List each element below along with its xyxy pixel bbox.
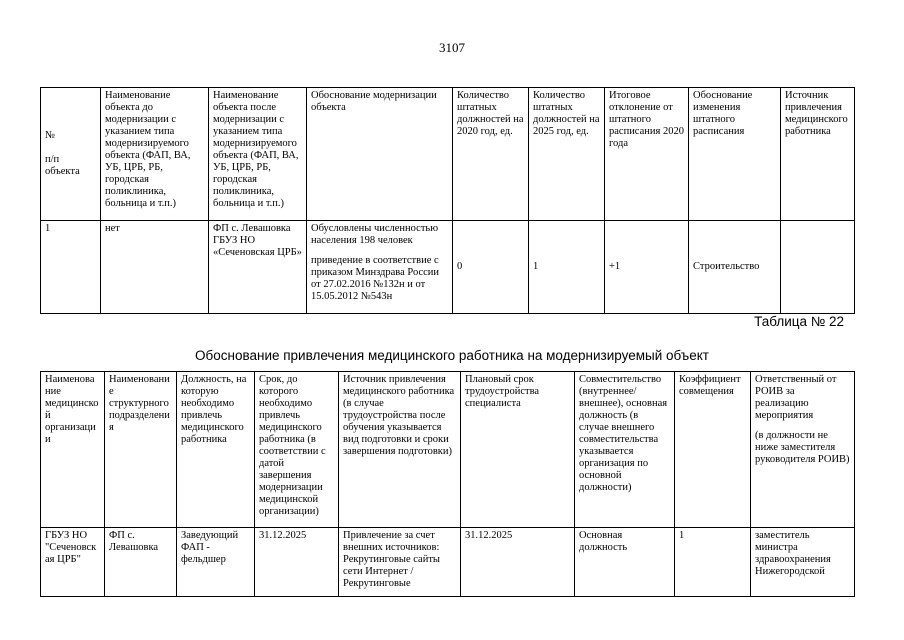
- table2-header-responsible: [751, 372, 855, 528]
- table2-header-position: Должность, на которую необходимо привлечь медицинского работника: [177, 372, 255, 528]
- modernization-table: [40, 87, 855, 314]
- row-justification-order: приведение в соответствие с приказом Минздрава России от 27.02.2016 №132н и от 15.05.2012 №543н: [311, 255, 440, 302]
- row-change-reason: Строительство: [689, 221, 781, 314]
- table1-header-after: Наименование объекта после модернизации с указанием типа модернизируемого объекта (ФАП, ВА, УБ, ЦРБ, РБ, городская поликлиника, больница и т.п.): [209, 88, 307, 221]
- row2-responsible: заместитель министра здравоохранения Нижегородской: [751, 528, 855, 597]
- table1-header-source: Источник привлечения медицинского работника: [781, 88, 855, 221]
- table2-header-planned: Плановый срок трудоустройства специалиста: [461, 372, 575, 528]
- staff-attraction-table: [40, 371, 855, 597]
- table1-header-change-reason: Обоснование изменения штатного расписания: [689, 88, 781, 221]
- table1-header-row: [41, 88, 855, 221]
- table-row: [41, 221, 855, 314]
- row2-deadline: 31.12.2025: [255, 528, 339, 597]
- row2-position: Заведующий ФАП - фельдшер: [177, 528, 255, 597]
- table2-header-source: Источник привлечения медицинского работника (в случае трудоустройства после обучения указывается вид подготовки и сроки завершения подготовки): [339, 372, 461, 528]
- row-staff-2025: 1: [529, 221, 605, 314]
- row-num: 1: [41, 221, 101, 314]
- row-before: нет: [101, 221, 209, 314]
- table-caption: Таблица № 22: [754, 314, 844, 329]
- table1-header-staff-2020: Количество штатных должностей на 2020 год, ед.: [453, 88, 529, 221]
- row-justification: [307, 221, 453, 314]
- row2-unit: ФП с. Левашовка: [105, 528, 177, 597]
- row-after: ФП с. Левашовка ГБУЗ НО «Сеченовская ЦРБ»: [209, 221, 307, 314]
- table1-header-justification: Обоснование модернизации объекта: [307, 88, 453, 221]
- table2-header-deadline: Срок, до которого необходимо привлечь медицинского работника (в соответствии с датой завершения модернизации медицинской организации): [255, 372, 339, 528]
- table1-header-num: № п/п объекта: [41, 88, 101, 221]
- row2-source: Привлечение за счет внешних источников: Рекрутинговые сайты сети Интернет / Рекрутинговые: [339, 528, 461, 597]
- row2-planned: 31.12.2025: [461, 528, 575, 597]
- row-staff-2020: 0: [453, 221, 529, 314]
- table1-header-deviation: Итоговое отклонение от штатного расписания 2020 года: [605, 88, 689, 221]
- table2-header-org: Наименование медицинской организации: [41, 372, 105, 528]
- table2-header-responsible-note: (в должности не ниже заместителя руководителя РОИВ): [755, 430, 850, 465]
- row2-org: ГБУЗ НО "Сеченовская ЦРБ": [41, 528, 105, 597]
- table2-header-responsible-title: Ответственный от РОИВ за реализацию мероприятия: [755, 374, 837, 421]
- table1-header-before: Наименование объекта до модернизации с указанием типа модернизируемого объекта (ФАП, ВА, УБ, ЦРБ, РБ, городская поликлиника, больница и т.п.): [101, 88, 209, 221]
- table2-header-row: [41, 372, 855, 528]
- table2-header-combination: Совместительство (внутреннее/внешнее), основная должность (в случае внешнего совместительства указывается организация по основной должности): [575, 372, 675, 528]
- table1-header-staff-2025: Количество штатных должностей на 2025 год, ед.: [529, 88, 605, 221]
- row-deviation: +1: [605, 221, 689, 314]
- page-number: 3107: [439, 40, 465, 55]
- table2-header-coef: Коэффициент совмещения: [675, 372, 751, 528]
- table2-header-unit: Наименование структурного подразделения: [105, 372, 177, 528]
- table-title: Обоснование привлечения медицинского работника на модернизируемый объект: [195, 348, 709, 363]
- row-source: [781, 221, 855, 314]
- table-row: [41, 528, 855, 597]
- row-justification-population: Обусловлены численностью населения 198 человек: [311, 223, 439, 246]
- row2-combination: Основная должность: [575, 528, 675, 597]
- row2-coef: 1: [675, 528, 751, 597]
